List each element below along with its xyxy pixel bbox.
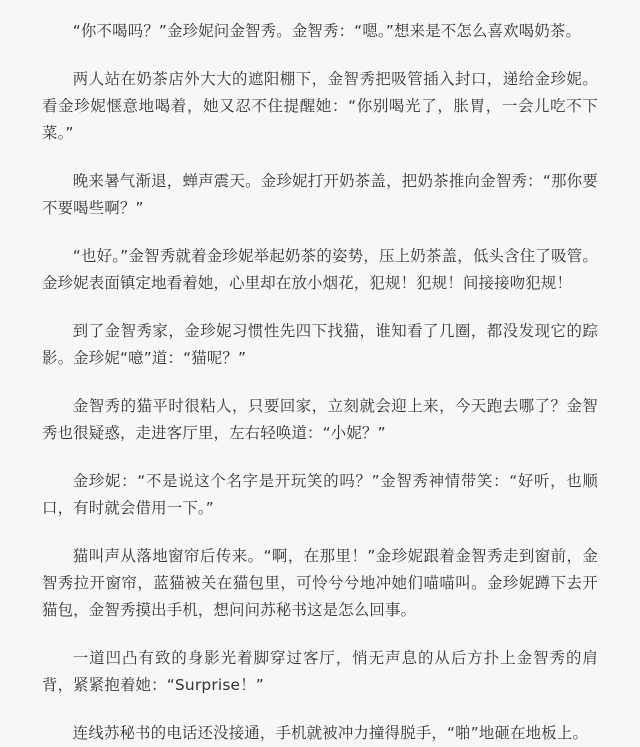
paragraph-1: “你不喝吗？”金珍妮问金智秀。金智秀：“嗯。”想来是不怎么喜欢喝奶茶。 [72, 22, 582, 40]
paragraph-8: 猫叫声从落地窗帘后传来。“啊，在那里！”金珍妮跟着金智秀走到窗前，金智秀拉开窗帘，蓝猫被关在猫包里，可怜兮兮地冲她们喵喵叫。金珍妮蹲下去开猫包，金智秀摸出手机，想问问苏秘书这是怎么回事。 [42, 547, 598, 619]
paragraph-4: “也好。”金智秀就着金珍妮举起奶茶的姿势，压上奶茶盖，低头含住了吸管。金珍妮表面镇定地看着她，心里却在放小烟花，犯规！犯规！间接接吻犯规！ [42, 247, 598, 292]
paragraph-2: 两人站在奶茶店外大大的遮阳棚下，金智秀把吸管插入封口，递给金珍妮。看金珍妮惬意地喝着，她又忍不住提醒她：“你别喝光了，胀胃，一会儿吃不下菜。” [42, 70, 598, 142]
paragraph-7: 金珍妮：“不是说这个名字是开玩笑的吗？”金智秀神情带笑：“好听，也顺口，有时就会借用一下。” [42, 472, 598, 517]
paragraph-6: 金智秀的猫平时很粘人，只要回家，立刻就会迎上来，今天跑去哪了？金智秀也很疑惑，走进客厅里，左右轻唤道：“小妮？” [42, 397, 598, 442]
paragraph-3: 晚来暑气渐退，蝉声震天。金珍妮打开奶茶盖，把奶茶推向金智秀：“那你要不要喝些啊？” [42, 172, 598, 217]
paragraph-10: 连线苏秘书的电话还没接通，手机就被冲力撞得脱手，“啪”地砸在地板上。 [72, 724, 589, 742]
paragraph-5: 到了金智秀家，金珍妮习惯性先四下找猫，谁知看了几圈，都没发现它的踪影。金珍妮“噫”道：“猫呢？” [42, 322, 598, 367]
paragraph-9: 一道凹凸有致的身影光着脚穿过客厅，悄无声息的从后方扑上金智秀的肩背，紧紧抱着她：“Surprise！” [42, 649, 598, 694]
